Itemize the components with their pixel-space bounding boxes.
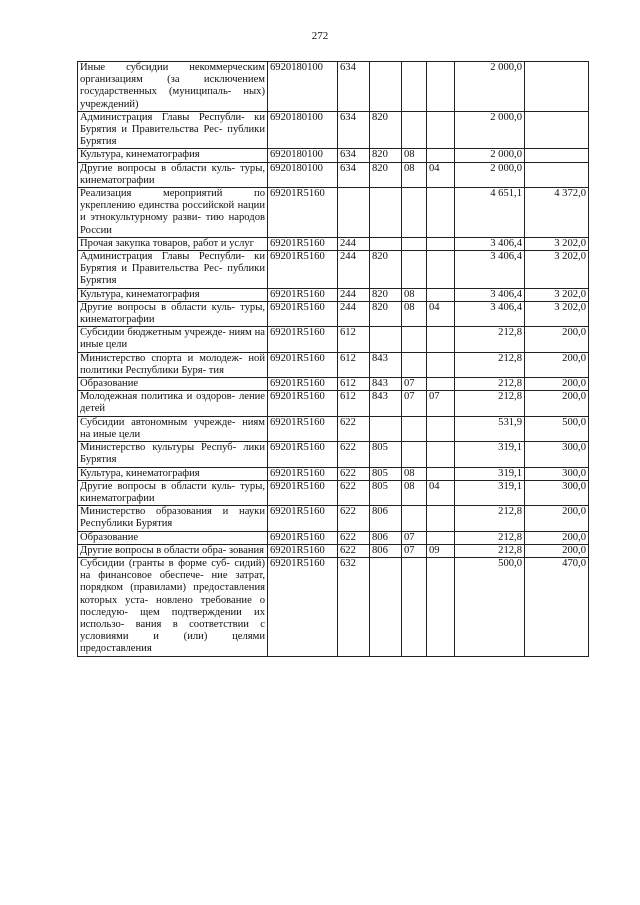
section-cell: 07	[402, 391, 427, 416]
target-code-cell: 6920180100	[268, 62, 338, 112]
expense-type-cell	[338, 188, 370, 238]
subsection-cell: 04	[427, 480, 455, 505]
ministry-code-cell	[370, 188, 402, 238]
amount-cell: 212,8	[455, 506, 525, 531]
table-row	[78, 531, 589, 544]
subsection-cell	[427, 111, 455, 149]
expense-type-cell: 622	[338, 416, 370, 441]
table-row	[78, 327, 589, 352]
expense-type-cell: 634	[338, 149, 370, 162]
table-row	[78, 111, 589, 149]
ministry-code-cell	[370, 237, 402, 250]
ministry-code-cell: 820	[370, 251, 402, 289]
federal-amount-cell: 4 372,0	[525, 188, 589, 238]
row-name-cell: Другие вопросы в области куль- туры, кинематографии	[78, 301, 268, 326]
ministry-code-cell: 805	[370, 467, 402, 480]
section-cell: 07	[402, 531, 427, 544]
section-cell	[402, 442, 427, 467]
amount-cell: 212,8	[455, 391, 525, 416]
subsection-cell	[427, 506, 455, 531]
row-name-cell: Администрация Главы Республи- ки Бурятия и Правительства Рес- публики Бурятия	[78, 251, 268, 289]
ministry-code-cell: 843	[370, 391, 402, 416]
row-name-cell: Другие вопросы в области куль- туры, кинематографии	[78, 162, 268, 187]
federal-amount-cell: 200,0	[525, 544, 589, 557]
federal-amount-cell: 3 202,0	[525, 237, 589, 250]
expense-type-cell: 612	[338, 391, 370, 416]
row-name-cell: Администрация Главы Республи- ки Бурятия и Правительства Рес- публики Бурятия	[78, 111, 268, 149]
expense-type-cell: 634	[338, 162, 370, 187]
table-row	[78, 251, 589, 289]
table-row	[78, 467, 589, 480]
ministry-code-cell: 806	[370, 506, 402, 531]
target-code-cell: 69201R5160	[268, 188, 338, 238]
amount-cell: 212,8	[455, 544, 525, 557]
federal-amount-cell	[525, 149, 589, 162]
amount-cell: 2 000,0	[455, 149, 525, 162]
table-row	[78, 288, 589, 301]
amount-cell: 500,0	[455, 557, 525, 656]
ministry-code-cell: 806	[370, 544, 402, 557]
ministry-code-cell: 843	[370, 352, 402, 377]
row-name-cell: Другие вопросы в области обра- зования	[78, 544, 268, 557]
federal-amount-cell: 200,0	[525, 391, 589, 416]
target-code-cell: 6920180100	[268, 111, 338, 149]
subsection-cell	[427, 149, 455, 162]
row-name-cell: Субсидии бюджетным учрежде- ниям на иные цели	[78, 327, 268, 352]
subsection-cell	[427, 62, 455, 112]
amount-cell: 212,8	[455, 531, 525, 544]
ministry-code-cell: 820	[370, 149, 402, 162]
section-cell	[402, 506, 427, 531]
subsection-cell	[427, 442, 455, 467]
federal-amount-cell: 300,0	[525, 467, 589, 480]
row-name-cell: Культура, кинематография	[78, 467, 268, 480]
federal-amount-cell: 3 202,0	[525, 288, 589, 301]
row-name-cell: Министерство образования и науки Республики Бурятия	[78, 506, 268, 531]
table-row	[78, 188, 589, 238]
amount-cell: 531,9	[455, 416, 525, 441]
ministry-code-cell: 805	[370, 480, 402, 505]
federal-amount-cell: 200,0	[525, 327, 589, 352]
section-cell	[402, 237, 427, 250]
ministry-code-cell: 820	[370, 162, 402, 187]
federal-amount-cell: 300,0	[525, 480, 589, 505]
expense-type-cell: 244	[338, 237, 370, 250]
target-code-cell: 69201R5160	[268, 378, 338, 391]
expense-type-cell: 622	[338, 442, 370, 467]
table-row	[78, 62, 589, 112]
amount-cell: 3 406,4	[455, 251, 525, 289]
subsection-cell	[427, 352, 455, 377]
federal-amount-cell: 500,0	[525, 416, 589, 441]
expense-type-cell: 632	[338, 557, 370, 656]
row-name-cell: Субсидии (гранты в форме суб- сидий) на финансовое обеспече- ние затрат, порядком (правилами) предоставления которых уста- новлено требование о последую- щем подтверждении их использо- вания в соответствии с условиями и (или) целями предоставления	[78, 557, 268, 656]
target-code-cell: 69201R5160	[268, 288, 338, 301]
amount-cell: 2 000,0	[455, 162, 525, 187]
table-row	[78, 162, 589, 187]
federal-amount-cell	[525, 162, 589, 187]
subsection-cell: 04	[427, 162, 455, 187]
subsection-cell	[427, 251, 455, 289]
ministry-code-cell	[370, 327, 402, 352]
expense-type-cell: 634	[338, 111, 370, 149]
expense-type-cell: 622	[338, 506, 370, 531]
row-name-cell: Министерство спорта и молодеж- ной политики Республики Буря- тия	[78, 352, 268, 377]
ministry-code-cell: 843	[370, 378, 402, 391]
expense-type-cell: 244	[338, 288, 370, 301]
federal-amount-cell: 300,0	[525, 442, 589, 467]
table-row	[78, 378, 589, 391]
target-code-cell: 69201R5160	[268, 467, 338, 480]
section-cell	[402, 557, 427, 656]
amount-cell: 212,8	[455, 378, 525, 391]
table-row	[78, 352, 589, 377]
ministry-code-cell: 805	[370, 442, 402, 467]
row-name-cell: Другие вопросы в области куль- туры, кинематографии	[78, 480, 268, 505]
section-cell: 08	[402, 301, 427, 326]
subsection-cell: 09	[427, 544, 455, 557]
federal-amount-cell: 3 202,0	[525, 251, 589, 289]
amount-cell: 2 000,0	[455, 111, 525, 149]
amount-cell: 3 406,4	[455, 288, 525, 301]
expense-type-cell: 622	[338, 467, 370, 480]
federal-amount-cell: 3 202,0	[525, 301, 589, 326]
table-row	[78, 480, 589, 505]
ministry-code-cell	[370, 557, 402, 656]
amount-cell: 319,1	[455, 467, 525, 480]
section-cell: 08	[402, 467, 427, 480]
target-code-cell: 69201R5160	[268, 442, 338, 467]
target-code-cell: 69201R5160	[268, 416, 338, 441]
subsection-cell: 04	[427, 301, 455, 326]
amount-cell: 3 406,4	[455, 237, 525, 250]
subsection-cell	[427, 531, 455, 544]
amount-cell: 2 000,0	[455, 62, 525, 112]
section-cell	[402, 111, 427, 149]
expense-type-cell: 612	[338, 378, 370, 391]
row-name-cell: Культура, кинематография	[78, 149, 268, 162]
federal-amount-cell	[525, 62, 589, 112]
ministry-code-cell: 820	[370, 111, 402, 149]
target-code-cell: 69201R5160	[268, 301, 338, 326]
amount-cell: 4 651,1	[455, 188, 525, 238]
budget-table	[77, 61, 589, 657]
section-cell: 08	[402, 149, 427, 162]
amount-cell: 319,1	[455, 442, 525, 467]
table-row	[78, 416, 589, 441]
expense-type-cell: 622	[338, 544, 370, 557]
row-name-cell: Молодежная политика и оздоров- ление детей	[78, 391, 268, 416]
target-code-cell: 69201R5160	[268, 237, 338, 250]
target-code-cell: 69201R5160	[268, 531, 338, 544]
table-row	[78, 544, 589, 557]
subsection-cell	[427, 288, 455, 301]
subsection-cell	[427, 188, 455, 238]
table-row	[78, 301, 589, 326]
section-cell	[402, 62, 427, 112]
subsection-cell	[427, 557, 455, 656]
federal-amount-cell: 470,0	[525, 557, 589, 656]
target-code-cell: 69201R5160	[268, 506, 338, 531]
table-row	[78, 237, 589, 250]
expense-type-cell: 244	[338, 251, 370, 289]
section-cell: 07	[402, 544, 427, 557]
expense-type-cell: 612	[338, 352, 370, 377]
ministry-code-cell: 820	[370, 301, 402, 326]
subsection-cell	[427, 237, 455, 250]
section-cell: 08	[402, 288, 427, 301]
ministry-code-cell	[370, 62, 402, 112]
federal-amount-cell: 200,0	[525, 506, 589, 531]
target-code-cell: 69201R5160	[268, 480, 338, 505]
subsection-cell	[427, 327, 455, 352]
row-name-cell: Образование	[78, 378, 268, 391]
target-code-cell: 6920180100	[268, 149, 338, 162]
subsection-cell	[427, 416, 455, 441]
target-code-cell: 69201R5160	[268, 544, 338, 557]
federal-amount-cell: 200,0	[525, 531, 589, 544]
expense-type-cell: 612	[338, 327, 370, 352]
subsection-cell	[427, 378, 455, 391]
page-number: 272	[311, 30, 329, 42]
expense-type-cell: 634	[338, 62, 370, 112]
row-name-cell: Реализация мероприятий по укреплению единства российской нации и этнокультурному разви- тию народов России	[78, 188, 268, 238]
row-name-cell: Культура, кинематография	[78, 288, 268, 301]
section-cell	[402, 416, 427, 441]
section-cell	[402, 188, 427, 238]
row-name-cell: Прочая закупка товаров, работ и услуг	[78, 237, 268, 250]
amount-cell: 3 406,4	[455, 301, 525, 326]
expense-type-cell: 622	[338, 531, 370, 544]
expense-type-cell: 244	[338, 301, 370, 326]
subsection-cell: 07	[427, 391, 455, 416]
target-code-cell: 69201R5160	[268, 352, 338, 377]
row-name-cell: Субсидии автономным учрежде- ниям на иные цели	[78, 416, 268, 441]
target-code-cell: 6920180100	[268, 162, 338, 187]
ministry-code-cell: 820	[370, 288, 402, 301]
ministry-code-cell	[370, 416, 402, 441]
expense-type-cell: 622	[338, 480, 370, 505]
federal-amount-cell: 200,0	[525, 378, 589, 391]
target-code-cell: 69201R5160	[268, 557, 338, 656]
section-cell: 08	[402, 162, 427, 187]
ministry-code-cell: 806	[370, 531, 402, 544]
row-name-cell: Образование	[78, 531, 268, 544]
section-cell	[402, 251, 427, 289]
row-name-cell: Иные субсидии некоммерческим организациям (за исключением государственных (муниципаль- ных) учреждений)	[78, 62, 268, 112]
table-row	[78, 391, 589, 416]
table-row	[78, 149, 589, 162]
section-cell	[402, 327, 427, 352]
row-name-cell: Министерство культуры Респуб- лики Бурятия	[78, 442, 268, 467]
table-row	[78, 557, 589, 656]
federal-amount-cell	[525, 111, 589, 149]
target-code-cell: 69201R5160	[268, 251, 338, 289]
target-code-cell: 69201R5160	[268, 327, 338, 352]
amount-cell: 319,1	[455, 480, 525, 505]
amount-cell: 212,8	[455, 327, 525, 352]
amount-cell: 212,8	[455, 352, 525, 377]
section-cell	[402, 352, 427, 377]
section-cell: 08	[402, 480, 427, 505]
table-row	[78, 442, 589, 467]
subsection-cell	[427, 467, 455, 480]
section-cell: 07	[402, 378, 427, 391]
federal-amount-cell: 200,0	[525, 352, 589, 377]
target-code-cell: 69201R5160	[268, 391, 338, 416]
table-row	[78, 506, 589, 531]
